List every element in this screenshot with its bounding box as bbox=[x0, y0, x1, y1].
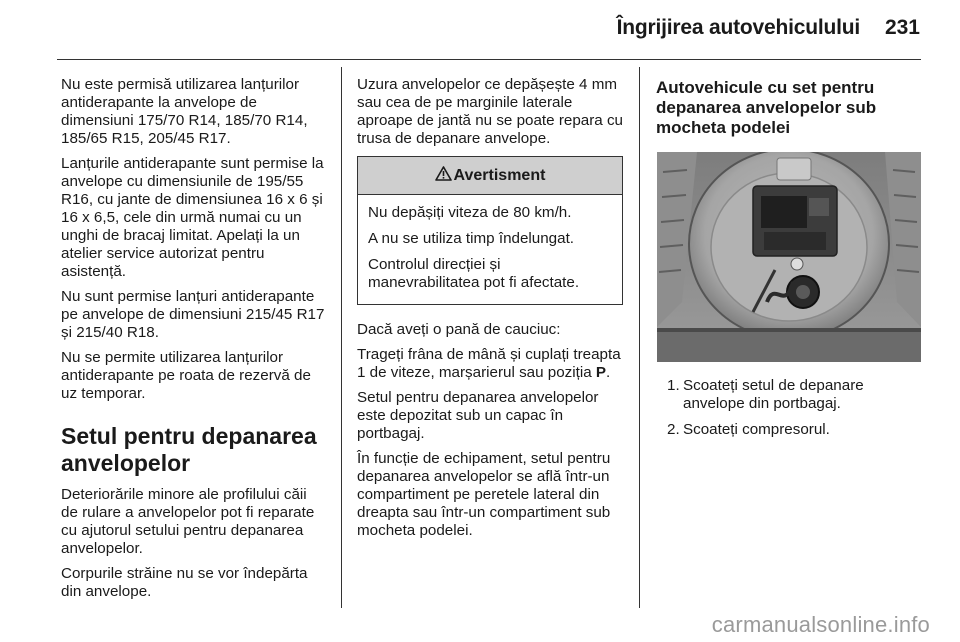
warning-line: Nu depășiți viteza de 80 km/h. bbox=[368, 204, 572, 221]
paragraph: Lanțurile antiderapante sunt permise la anvelope cu dimensiunile de 195/55 R16, cu jante de dimensiunea 16 x 6 și 16 x 6,5, cele din urmă numai cu un unghi de bracaj limitat. Apelați la un atelier service autorizat pentru asistență. bbox=[61, 155, 324, 280]
step-text: Scoateți setul de depanare anvelope din portbagaj. bbox=[683, 377, 864, 412]
paragraph bbox=[357, 346, 623, 382]
header-rule bbox=[57, 59, 921, 60]
list-item bbox=[656, 377, 922, 413]
paragraph: Corpurile străine nu se vor îndepărta din anvelope. bbox=[61, 565, 308, 600]
column-2 bbox=[357, 76, 623, 547]
paragraph: Nu este permisă utilizarea lanțurilor antiderapante la anvelope de dimensiuni 175/70 R14, 185/70 R14, 185/65 R15, 205/45 R17. bbox=[61, 76, 308, 147]
paragraph: Deteriorările minore ale profilului căii de rulare a anvelopelor pot fi reparate cu ajutorul setului pentru depanarea anvelopelor. bbox=[61, 486, 315, 557]
section-heading: Setul pentru depanarea anvelopelor bbox=[61, 423, 317, 476]
step-number: 1. bbox=[667, 377, 680, 394]
paragraph: Nu sunt permise lanțuri antiderapante pe anvelope de dimensiuni 215/45 R17 și 215/40 R18. bbox=[61, 288, 325, 341]
trunk-repair-kit-photo bbox=[657, 152, 921, 362]
list-item bbox=[656, 421, 922, 439]
gear-position-p: P bbox=[595, 364, 607, 381]
warning-body bbox=[358, 195, 622, 304]
watermark: carmanualsonline.info bbox=[711, 612, 930, 637]
paragraph: Uzura anvelopelor ce depășește 4 mm sau cea de pe marginile laterale aproape de jantă nu se poate repara cu trusa de depanare anvelope. bbox=[357, 76, 623, 147]
warning-triangle-icon bbox=[435, 166, 452, 186]
paragraph: În funcție de echipament, setul pentru depanarea anvelopelor se află într-un compartiment pe peretele lateral din dreapta sau într-un compartiment sub mocheta podelei. bbox=[357, 450, 611, 539]
step-text: Scoateți compresorul. bbox=[683, 421, 830, 438]
warning-line: Controlul direcției și manevrabilitatea pot fi afectate. bbox=[368, 256, 580, 291]
paragraph: Nu se permite utilizarea lanțurilor antiderapante pe roata de rezervă de uz temporar. bbox=[61, 349, 311, 402]
page-number: 231 bbox=[884, 16, 920, 39]
column-divider-2 bbox=[639, 67, 640, 608]
paragraph-text: Trageți frâna de mână și cuplați treapta 1 de viteze, marșarierul sau poziția bbox=[357, 346, 621, 381]
paragraph: Dacă aveți o pană de cauciuc: bbox=[357, 321, 561, 338]
column-3 bbox=[656, 78, 922, 447]
warning-box bbox=[357, 156, 623, 305]
warning-title: Avertisment bbox=[453, 166, 546, 184]
column-divider-1 bbox=[341, 67, 342, 608]
warning-line: A nu se utiliza timp îndelungat. bbox=[368, 230, 575, 247]
warning-header bbox=[358, 157, 622, 195]
steps-list bbox=[656, 377, 922, 439]
column-1 bbox=[61, 76, 327, 608]
page-header-title: Îngrijirea autovehiculului bbox=[616, 16, 860, 39]
section-heading: Autovehicule cu set pentru depanarea anvelopelor sub mocheta podelei bbox=[656, 78, 877, 137]
step-number: 2. bbox=[667, 421, 680, 438]
paragraph: Setul pentru depanarea anvelopelor este depozitat sub un capac în portbagaj. bbox=[357, 389, 599, 442]
paragraph-end: . bbox=[606, 364, 611, 381]
